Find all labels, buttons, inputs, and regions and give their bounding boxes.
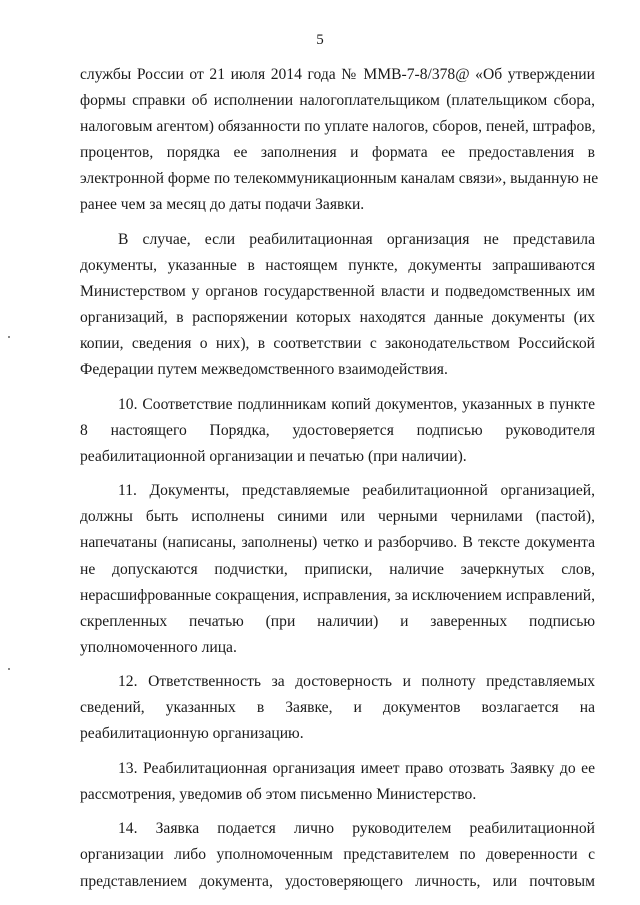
- text-line: электронной форме по телекоммуникационным каналам связи», выданную не: [80, 170, 599, 188]
- text-line: 12. Ответственность за достоверность и полноту представляемых: [118, 673, 595, 691]
- text-line: сведений, указанных в Заявке, и документов возлагается на: [80, 699, 595, 717]
- paragraph-3: [80, 392, 595, 470]
- text-line: организаций, в распоряжении которых находятся данные документы (их: [80, 309, 595, 327]
- text-line: уполномоченного лица.: [80, 638, 237, 656]
- text-line: реабилитационной организации и печатью (при наличии).: [80, 447, 467, 465]
- text-line: скрепленных печатью (при наличии) и заверенных подписью: [80, 612, 595, 630]
- scan-speck: [8, 336, 10, 338]
- text-line: документы, указанные в настоящем пункте, документы запрашиваются: [80, 256, 595, 274]
- paragraph-2: [80, 227, 595, 384]
- page-number: 5: [316, 32, 324, 48]
- text-line: копии, сведения о них), в соответствии с законодательством Российской: [80, 335, 595, 353]
- text-line: 8 настоящего Порядка, удостоверяется подписью руководителя: [80, 421, 595, 439]
- text-line: напечатаны (написаны, заполнены) четко и разборчиво. В тексте документа: [80, 534, 595, 552]
- paragraph-1: [80, 62, 599, 219]
- paragraph-gap: [80, 470, 595, 478]
- text-line: реабилитационную организацию.: [80, 725, 304, 743]
- paragraph-gap: [80, 383, 595, 391]
- paragraph-7: [80, 816, 595, 894]
- text-line: нерасшифрованные сокращения, исправления, за исключением исправлений,: [80, 586, 595, 604]
- text-line: 13. Реабилитационная организация имеет право отозвать Заявку до ее: [118, 759, 595, 777]
- text-line: представлением документа, удостоверяющего личность, или почтовым: [80, 872, 595, 890]
- text-line: 10. Соответствие подлинникам копий документов, указанных в пункте: [118, 395, 595, 413]
- paragraph-5: [80, 669, 595, 747]
- text-line: налоговым агентом) обязанности по уплате налогов, сборов, пеней, штрафов,: [80, 118, 596, 136]
- text-line: 14. Заявка подается лично руководителем реабилитационной: [118, 820, 595, 838]
- paragraph-gap: [80, 748, 595, 756]
- paragraph-gap: [80, 219, 595, 227]
- paragraph-gap: [80, 661, 595, 669]
- text-line: ранее чем за месяц до даты подачи Заявки.: [80, 196, 365, 214]
- text-line: службы России от 21 июля 2014 года № ММВ-7-8/378@ «Об утверждении: [80, 66, 595, 83]
- text-line: организации либо уполномоченным представителем по доверенности с: [80, 846, 595, 864]
- paragraph-4: [80, 478, 595, 661]
- text-line: не допускаются подчистки, приписки, наличие зачеркнутых слов,: [80, 560, 595, 578]
- text-line: 11. Документы, представляемые реабилитационной организацией,: [118, 482, 595, 500]
- scan-speck: [8, 668, 10, 670]
- paragraph-6: [80, 756, 595, 808]
- text-line: рассмотрения, уведомив об этом письменно Министерство.: [80, 785, 477, 803]
- text-line: Министерством у органов государственной власти и подведомственных им: [80, 283, 595, 301]
- text-line: процентов, порядка ее заполнения и формата ее предоставления в: [80, 144, 595, 162]
- text-line: В случае, если реабилитационная организация не представила: [118, 230, 595, 248]
- text-line: Федерации путем межведомственного взаимодействия.: [80, 361, 448, 379]
- paragraph-gap: [80, 808, 595, 816]
- document-body: [80, 62, 599, 895]
- text-line: формы справки об исполнении налогоплательщиком (плательщиком сбора,: [80, 92, 595, 110]
- text-line: должны быть исполнены синими или черными чернилами (пастой),: [80, 508, 595, 526]
